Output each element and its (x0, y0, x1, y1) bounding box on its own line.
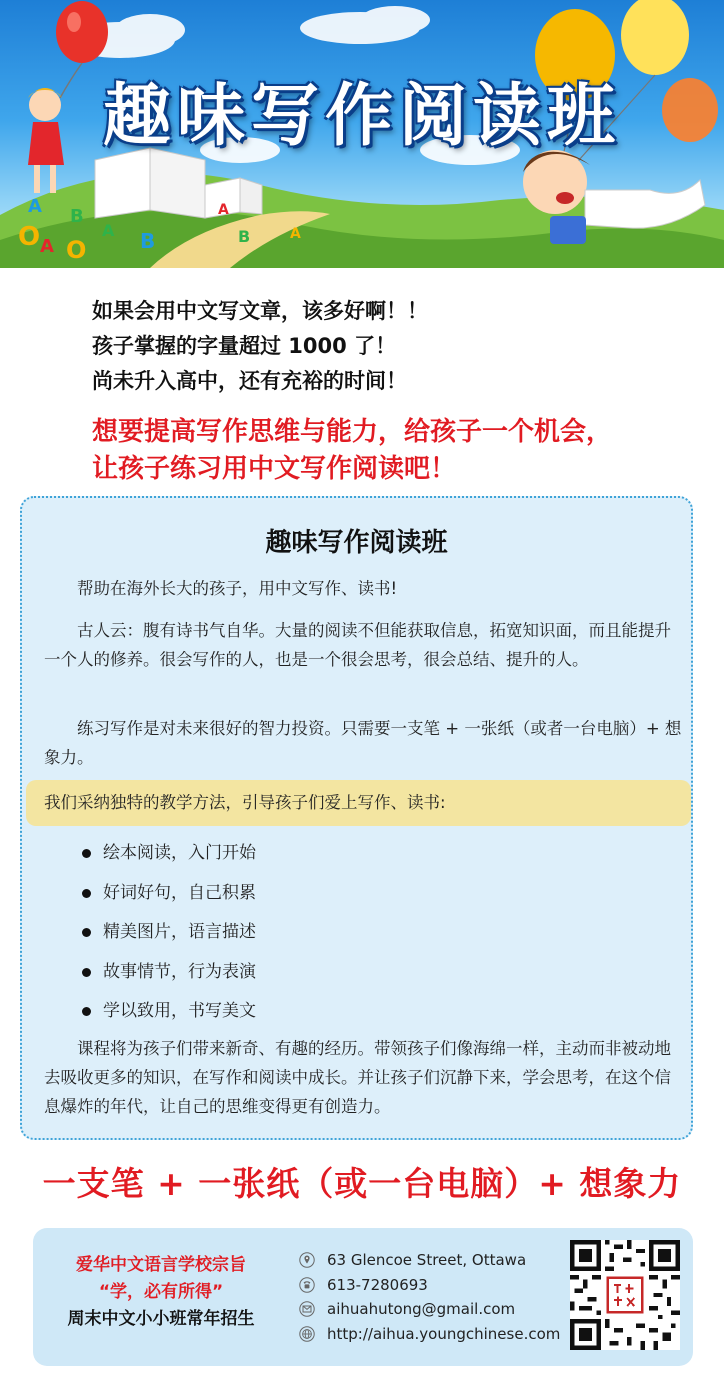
svg-text:B: B (70, 206, 84, 227)
list-item-text: 好词好句，自己积累 (103, 882, 256, 903)
contact-text[interactable]: aihuahutong@gmail.com (327, 1300, 516, 1319)
method-highlight: 我们采纳独特的教学方法，引导孩子们爱上写作、读书: (26, 780, 691, 826)
contact-text[interactable]: http://aihua.youngchinese.com (327, 1324, 561, 1343)
svg-text:A: A (218, 202, 229, 218)
list-item (82, 992, 256, 1032)
list-item-text: 绘本阅读，入门开始 (103, 843, 256, 863)
svg-text:O: O (66, 236, 87, 264)
footer (33, 1228, 693, 1366)
list-item-text: 精美图片，语言描述 (103, 922, 256, 942)
course-info-box (20, 496, 693, 1140)
banner-title: 趣味写作阅读班 (102, 77, 621, 156)
email-icon (299, 1301, 315, 1317)
banner (0, 0, 724, 268)
bullet-icon (82, 928, 91, 937)
list-item-text: 故事情节，行为表演 (103, 961, 256, 982)
paragraph-investment: 练习写作是对未来很好的智力投资。只需要一支笔 + 一张纸（或者一台电脑）+ 想象力。 (44, 719, 682, 767)
globe-icon (299, 1326, 315, 1342)
contact-phone (299, 1273, 560, 1298)
phone-icon (299, 1277, 315, 1293)
svg-text:A: A (28, 196, 42, 217)
intro-line: 尚未升入高中，还有充裕的时间！ (92, 369, 407, 393)
motto-line: 周末中文小小班常年招生 (67, 1309, 255, 1329)
list-item (82, 913, 256, 953)
cta-line: 让孩子练习用中文写作阅读吧！ (92, 454, 457, 484)
qr-code-icon[interactable] (570, 1240, 680, 1350)
svg-text:A: A (40, 236, 54, 257)
list-item (82, 953, 256, 993)
svg-text:B: B (140, 229, 156, 253)
list-item (82, 874, 256, 914)
cta-line: 想要提高写作思维与能力，给孩子一个机会， (92, 417, 613, 447)
bullet-icon (82, 1007, 91, 1016)
list-item-text: 学以致用，书写美文 (103, 1001, 256, 1021)
intro-line: 孩子掌握的字量超过 1000 了！ (92, 334, 397, 358)
svg-text:B: B (238, 227, 251, 246)
course-title: 趣味写作阅读班 (265, 528, 448, 558)
intro-line: 如果会用中文写文章，该多好啊！！ (92, 299, 428, 323)
slogan: 一支笔 + 一张纸（或一台电脑）+ 想象力 (42, 1164, 682, 1203)
bullet-icon (82, 968, 91, 977)
svg-text:A: A (102, 221, 115, 240)
bullet-icon (82, 849, 91, 858)
contact-website[interactable] (299, 1322, 560, 1347)
method-list (82, 834, 256, 1032)
contact-address (299, 1248, 560, 1273)
svg-text:O: O (18, 222, 41, 252)
contact-email[interactable] (299, 1297, 560, 1322)
school-motto (41, 1252, 281, 1333)
location-icon (299, 1252, 315, 1268)
contact-text: 613-7280693 (327, 1275, 428, 1294)
contact-text: 63 Glencoe Street, Ottawa (327, 1251, 527, 1270)
motto-line: “学，必有所得” (98, 1282, 224, 1302)
list-item (82, 834, 256, 874)
paragraph-experience: 课程将为孩子们带来新奇、有趣的经历。带领孩子们像海绵一样，主动而非被动地去吸收更多的知识，在写作和阅读中成长。并让孩子们沉静下来，学会思考，在这个信息爆炸的年代，让自己的思维变得更有创造力。 (44, 1039, 671, 1116)
intro-text (92, 294, 692, 399)
motto-line: 爱华中文语言学校宗旨 (76, 1255, 246, 1275)
paragraph-purpose: 帮助在海外长大的孩子，用中文写作、读书! (77, 579, 398, 598)
call-to-action (92, 414, 712, 488)
svg-text:A: A (290, 226, 301, 242)
contact-list (299, 1248, 560, 1346)
bullet-icon (82, 889, 91, 898)
paragraph-reading: 古人云：腹有诗书气自华。大量的阅读不但能获取信息，拓宽知识面，而且能提升一个人的修养。很会写作的人，也是一个很会思考，很会总结、提升的人。 (44, 621, 671, 669)
